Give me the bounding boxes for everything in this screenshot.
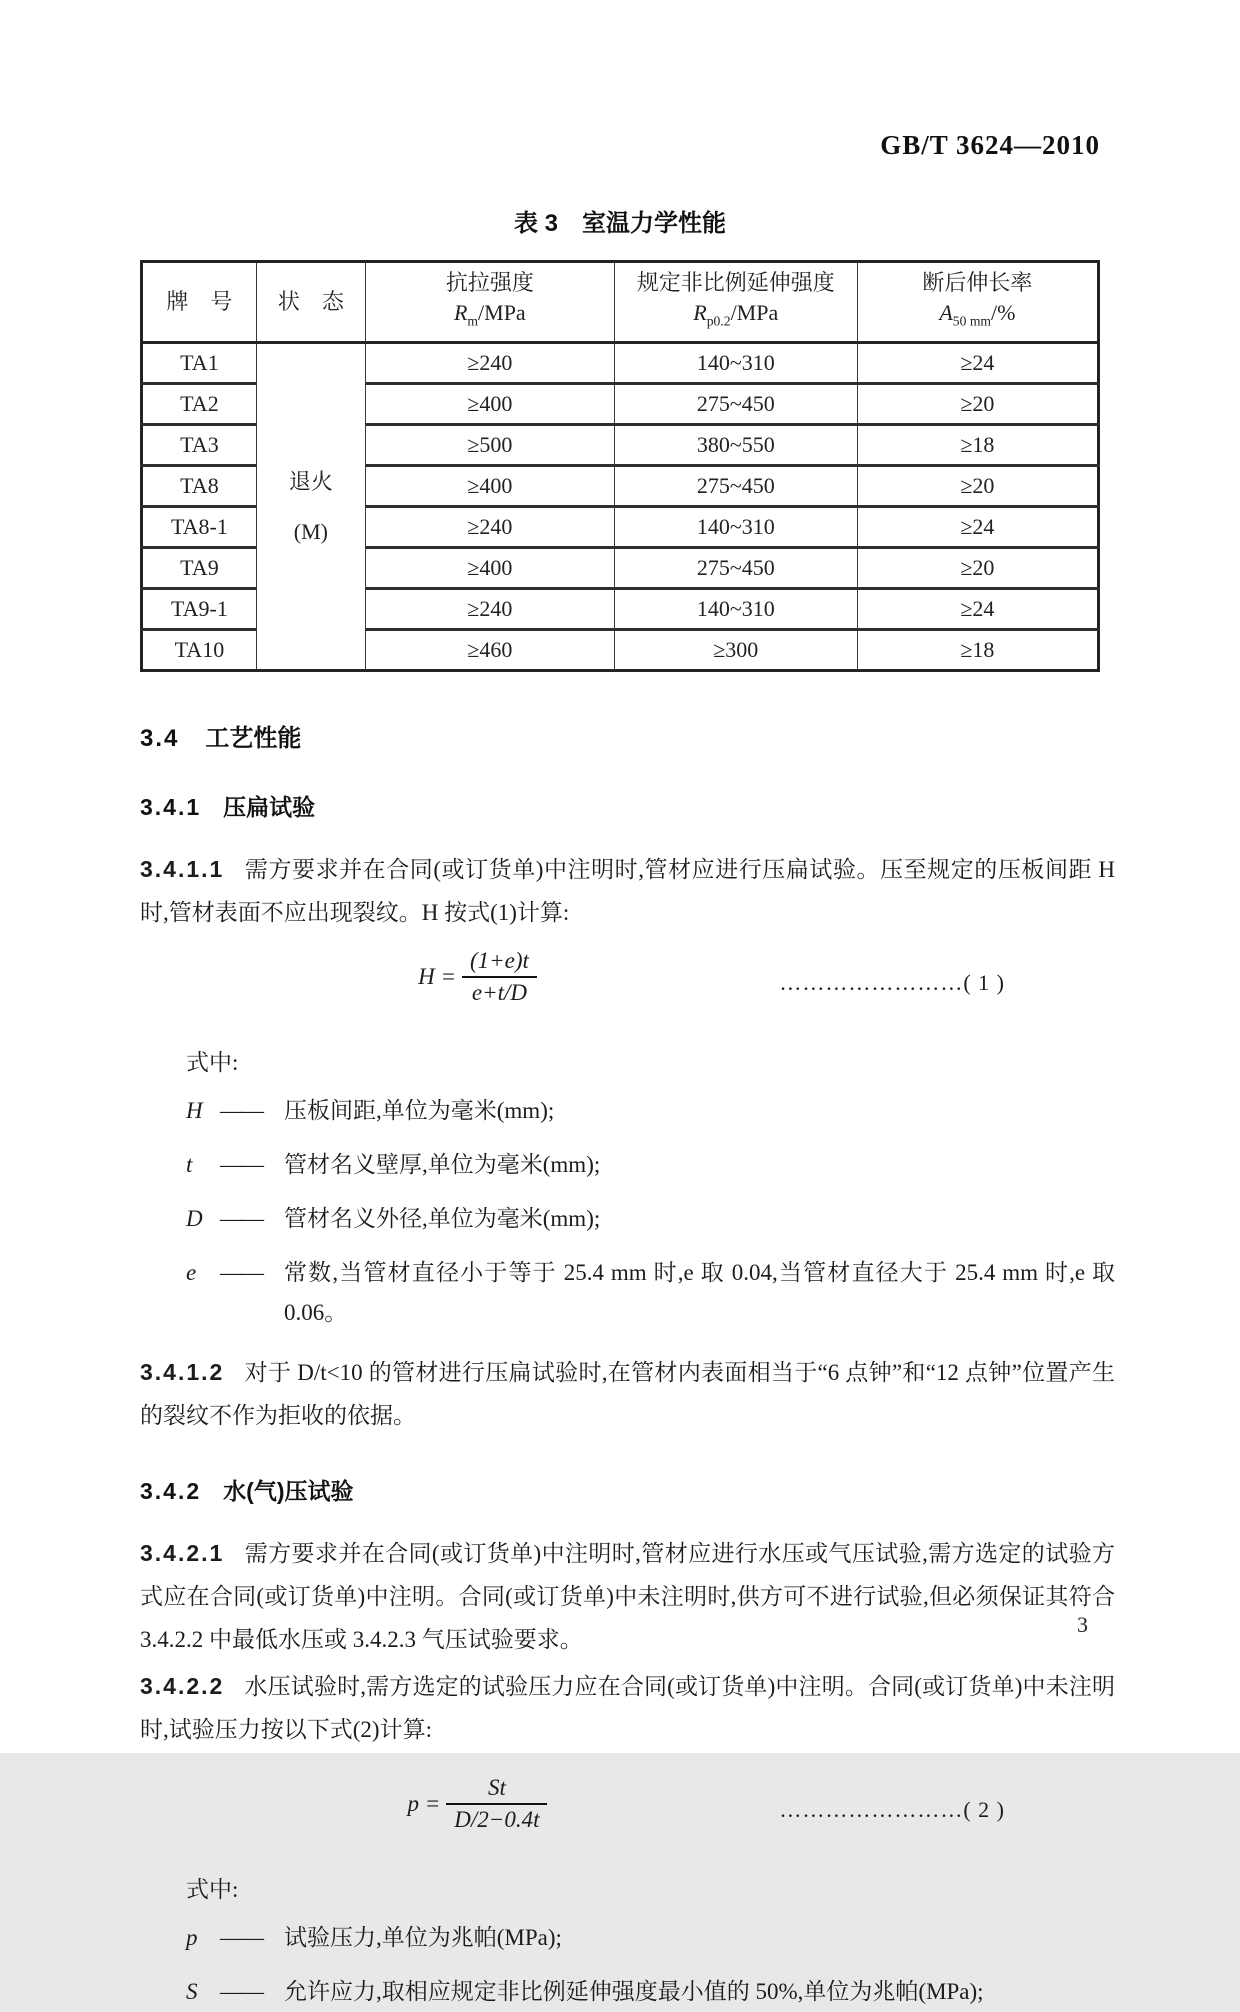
rm-cell: ≥400 [365,548,614,589]
clause-text: 需方要求并在合同(或订货单)中注明时,管材应进行水压或气压试验,需方选定的试验方式应在合同(或订货单)中注明。合同(或订货单)中未注明时,供方可不进行试验,但必须保证其符合 3.4.2.2 中最低水压或 3.4.2.3 气压试验要求。 [140,1541,1115,1652]
state-line2: (M) [293,518,328,544]
section-title: 工艺性能 [205,725,302,752]
rp-cell: 380~550 [614,425,857,466]
definition-dash: —— [220,1260,262,1285]
where-label-1: 式中: [186,1050,239,1075]
rm-cell: ≥460 [365,630,614,671]
definition-item [186,1253,1115,1333]
section-3-4-1-heading [140,789,1115,822]
header-elongation-name: 断后伸长率 [922,269,1033,295]
formula-2-fraction: $\frac{St}{D/2-0.4t}$ [446,1775,547,1833]
definition-var: e [186,1260,197,1285]
a-cell: ≥20 [857,548,1098,589]
definition-item [186,1091,1115,1131]
formula-dots: …………………… [779,1797,964,1822]
rp-cell: ≥300 [614,630,857,671]
definition-text: 管材名义壁厚,单位为毫米(mm); [284,1152,601,1177]
clause-number: 3.4.2.1 [140,1540,225,1566]
section-3-4-2-heading [140,1473,1115,1506]
clause-number: 3.4.1.1 [140,856,225,882]
header-state: 状 态 [256,262,365,343]
rp-cell: 140~310 [614,343,857,384]
formula-dots: …………………… [779,970,964,995]
where-label-2: 式中: [186,1877,239,1902]
definition-var: S [186,1979,198,2004]
grade-cell: TA2 [142,384,257,425]
grade-cell: TA10 [142,630,257,671]
a-cell: ≥24 [857,589,1098,630]
paragraph-3-4-2-1 [140,1532,1115,1661]
definition-dash: —— [220,1979,262,2004]
definition-text: 试验压力,单位为兆帕(MPa); [284,1925,562,1950]
formula-1-expression [140,948,815,1006]
paragraph-3-4-2-2 [140,1665,1115,1751]
formula-label: ( 1 ) [963,970,1005,995]
section-title: 压扁试验 [223,794,316,820]
body-content [0,718,1240,2012]
section-3-4-heading [140,718,1115,753]
mechanical-properties-table [140,260,1100,672]
definition-text: 常数,当管材直径小于等于 25.4 mm 时,e 取 0.04,当管材直径大于 25.4 mm 时,e 取 0.06。 [284,1260,1115,1325]
grade-cell: TA1 [142,343,257,384]
table-header-row [142,262,1099,343]
header-elongation-symbol: $A_{50 mm}/\%$ [939,299,1016,329]
rm-cell: ≥500 [365,425,614,466]
definition-dash: —— [220,1925,262,1950]
rp-cell: 140~310 [614,507,857,548]
formula-label: ( 2 ) [963,1797,1005,1822]
header-tensile [365,262,614,343]
paragraph-3-4-1-2 [140,1351,1115,1437]
formula-1-lhs: H = [418,964,456,989]
section-title: 水(气)压试验 [223,1478,354,1504]
rm-cell: ≥240 [365,507,614,548]
a-cell: ≥18 [857,425,1098,466]
page-number: 3 [1077,1612,1088,1637]
definition-var: p [186,1925,198,1950]
clause-text: 对于 D/t<10 的管材进行压扁试验时,在管材内表面相当于“6 点钟”和“12 点钟”位置产生的裂纹不作为拒收的依据。 [140,1360,1115,1428]
definition-text: 压板间距,单位为毫米(mm); [284,1098,555,1123]
definition-var: D [186,1206,203,1231]
clause-number: 3.4.2.2 [140,1673,225,1699]
definition-item [186,1918,1115,1958]
formula-1-number [779,970,1005,996]
definition-dash: —— [220,1098,262,1123]
clause-text: 水压试验时,需方选定的试验压力应在合同(或订货单)中注明。合同(或订货单)中未注明时,试验压力按以下式(2)计算: [140,1674,1115,1742]
rm-cell: ≥400 [365,466,614,507]
formula-2-number [779,1797,1005,1823]
definition-item [186,1972,1115,2012]
definition-text: 允许应力,取相应规定非比例延伸强度最小值的 50%,单位为兆帕(MPa); [284,1979,984,2004]
rm-cell: ≥240 [365,343,614,384]
a-cell: ≥18 [857,630,1098,671]
table3-wrapper [0,260,1240,672]
clause-text: 需方要求并在合同(或订货单)中注明时,管材应进行压扁试验。压至规定的压板间距 H 时,管材表面不应出现裂纹。H 按式(1)计算: [140,857,1115,925]
formula-1-fraction: $\frac{(1+e)t}{e+t/D}$ [462,948,537,1006]
section-number: 3.4 [140,725,180,752]
header-tensile-symbol: $R_m$/MPa [453,299,526,329]
table-row [142,343,1099,384]
clause-number: 3.4.1.2 [140,1359,225,1385]
section-number: 3.4.2 [140,1478,202,1504]
definition-text: 管材名义外径,单位为毫米(mm); [284,1206,601,1231]
rp-cell: 140~310 [614,589,857,630]
state-line1: 退火 [288,468,333,494]
definition-var: H [186,1098,203,1123]
formula-2-expression [140,1775,815,1833]
grade-cell: TA9 [142,548,257,589]
header-grade: 牌 号 [142,262,257,343]
header-elongation [857,262,1098,343]
grade-cell: TA8 [142,466,257,507]
paragraph-3-4-1-1 [140,848,1115,934]
formula-2 [140,1775,1115,1851]
standard-number: GB/T 3624—2010 [880,130,1100,160]
table3-title: 表 3 室温力学性能 [513,210,726,237]
rp-cell: 275~450 [614,466,857,507]
header-yield [614,262,857,343]
definition-dash: —— [220,1152,262,1177]
definition-list-1 [140,1091,1115,1333]
rm-cell: ≥240 [365,589,614,630]
rp-cell: 275~450 [614,548,857,589]
a-cell: ≥24 [857,343,1098,384]
definition-dash: —— [220,1206,262,1231]
definition-item [186,1145,1115,1185]
header-tensile-name: 抗拉强度 [445,269,534,295]
grade-cell: TA9-1 [142,589,257,630]
definition-item [186,1199,1115,1239]
header-yield-name: 规定非比例延伸强度 [636,269,835,295]
state-cell [256,343,365,671]
formula-2-lhs: p = [407,1791,441,1816]
a-cell: ≥24 [857,507,1098,548]
formula-1 [140,948,1115,1024]
definition-var: t [186,1152,193,1177]
a-cell: ≥20 [857,384,1098,425]
section-number: 3.4.1 [140,794,202,820]
a-cell: ≥20 [857,466,1098,507]
grade-cell: TA3 [142,425,257,466]
header-yield-symbol: $R_{p0.2}$/MPa [693,299,779,329]
grade-cell: TA8-1 [142,507,257,548]
definition-list-2 [140,1918,1115,2012]
rp-cell: 275~450 [614,384,857,425]
rm-cell: ≥400 [365,384,614,425]
